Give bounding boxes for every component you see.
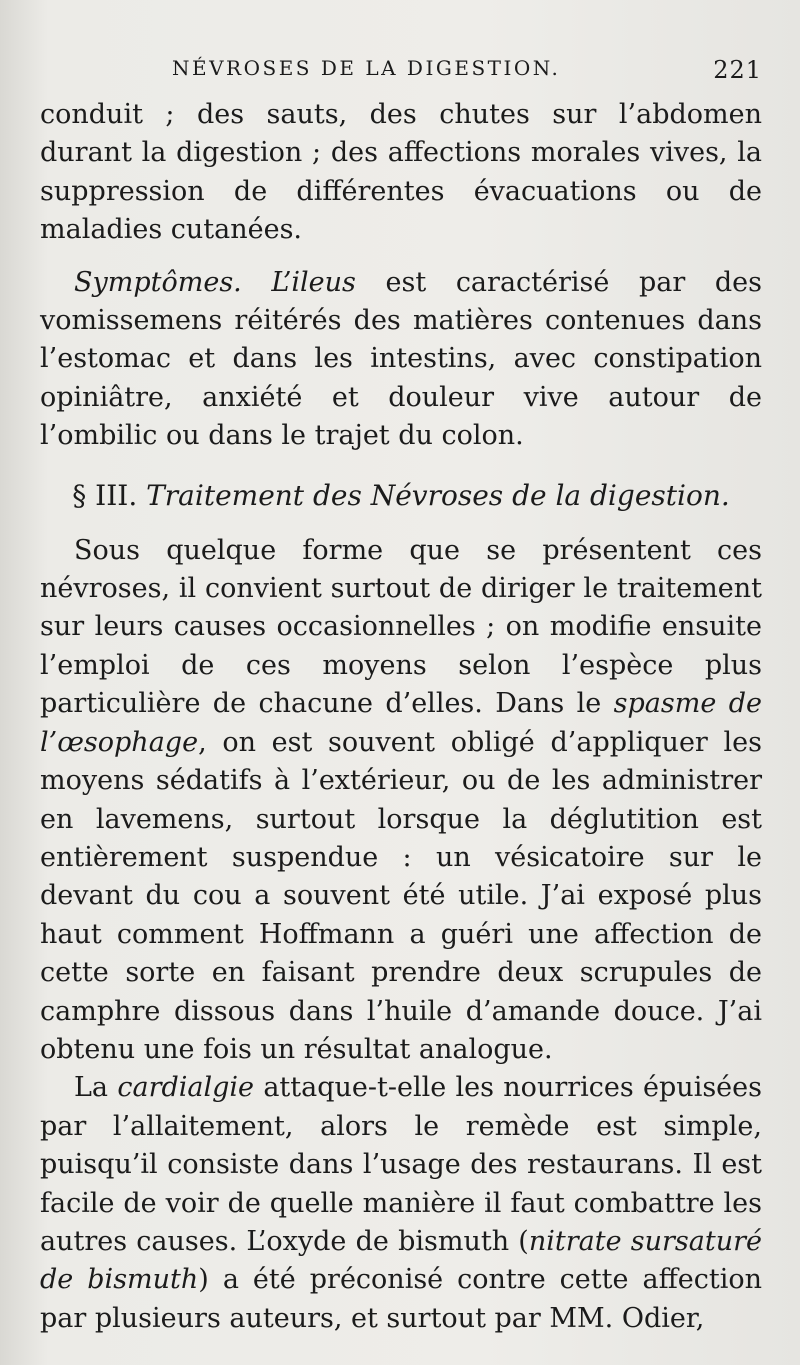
symptoms-label: Symptômes. [74, 266, 242, 298]
esophagus-spasm-term: spasme de l’œsophage [40, 688, 762, 758]
paragraph-text: est caractérisé par des vomissemens réitérés des matières contenues dans l’estomac et dans les intestins, avec constipation opiniâtre, anxiété et douleur vive autour de l’ombilic ou dans le trajet du colon. [40, 266, 762, 452]
section-title: Traitement des Névroses de la digestion. [146, 478, 730, 512]
paragraph-symptoms [40, 264, 762, 456]
section-heading [40, 476, 762, 516]
paragraph-text: Sous quelque forme que se présentent ces névroses, il convient surtout de diriger le traitement sur leurs causes occasionnelles ; on modifie ensuite l’emploi de ces moyens selon l’espèce plus particulière de chacune d’elles. Dans le [40, 534, 762, 720]
bismuth-term: nitrate sursaturé de bismuth [40, 1225, 762, 1296]
paragraph-text: attaque-t-elle les nourrices épuisées par l’allaitement, alors le remède est simple, puisqu’il consiste dans l’usage des restaurans. Il est facile de voir de quelle manière il faut combattre les autres causes. L’oxyde de bismuth ( [40, 1072, 762, 1257]
page-number: 221 [713, 56, 762, 84]
paragraph-text: La [74, 1072, 118, 1104]
paragraph-cardialgia [40, 1069, 762, 1338]
running-head: NÉVROSES DE LA DIGESTION. [172, 56, 561, 80]
page-header [40, 56, 762, 88]
cardialgia-term: cardialgie [117, 1072, 255, 1104]
section-number: § III. [72, 478, 138, 512]
ileus-term: L’ileus [271, 266, 356, 298]
paragraph-causes-continued [40, 96, 762, 250]
body-text [40, 96, 762, 1338]
paragraph-treatment [40, 532, 762, 1070]
paragraph-text: conduit ; des sauts, des chutes sur l’abdomen durant la digestion ; des affections morales vives, la suppression de différentes évacuations ou de maladies cutanées. [40, 99, 762, 246]
paragraph-text: ) a été préconisé contre cette affection par plusieurs auteurs, et surtout par MM. Odier, [40, 1264, 762, 1334]
paragraph-text: , on est souvent obligé d’appliquer les moyens sédatifs à l’extérieur, ou de les administrer en lavemens, surtout lorsque la déglutition est entièrement suspendue : un vésicatoire sur le devant du cou a souvent été utile. J’ai exposé plus haut comment Hoffmann a guéri une affection de cette sorte en faisant prendre deux scrupules de camphre dissous dans l’huile d’amande douce. J’ai obtenu une fois un résultat analogue. [40, 726, 762, 1065]
